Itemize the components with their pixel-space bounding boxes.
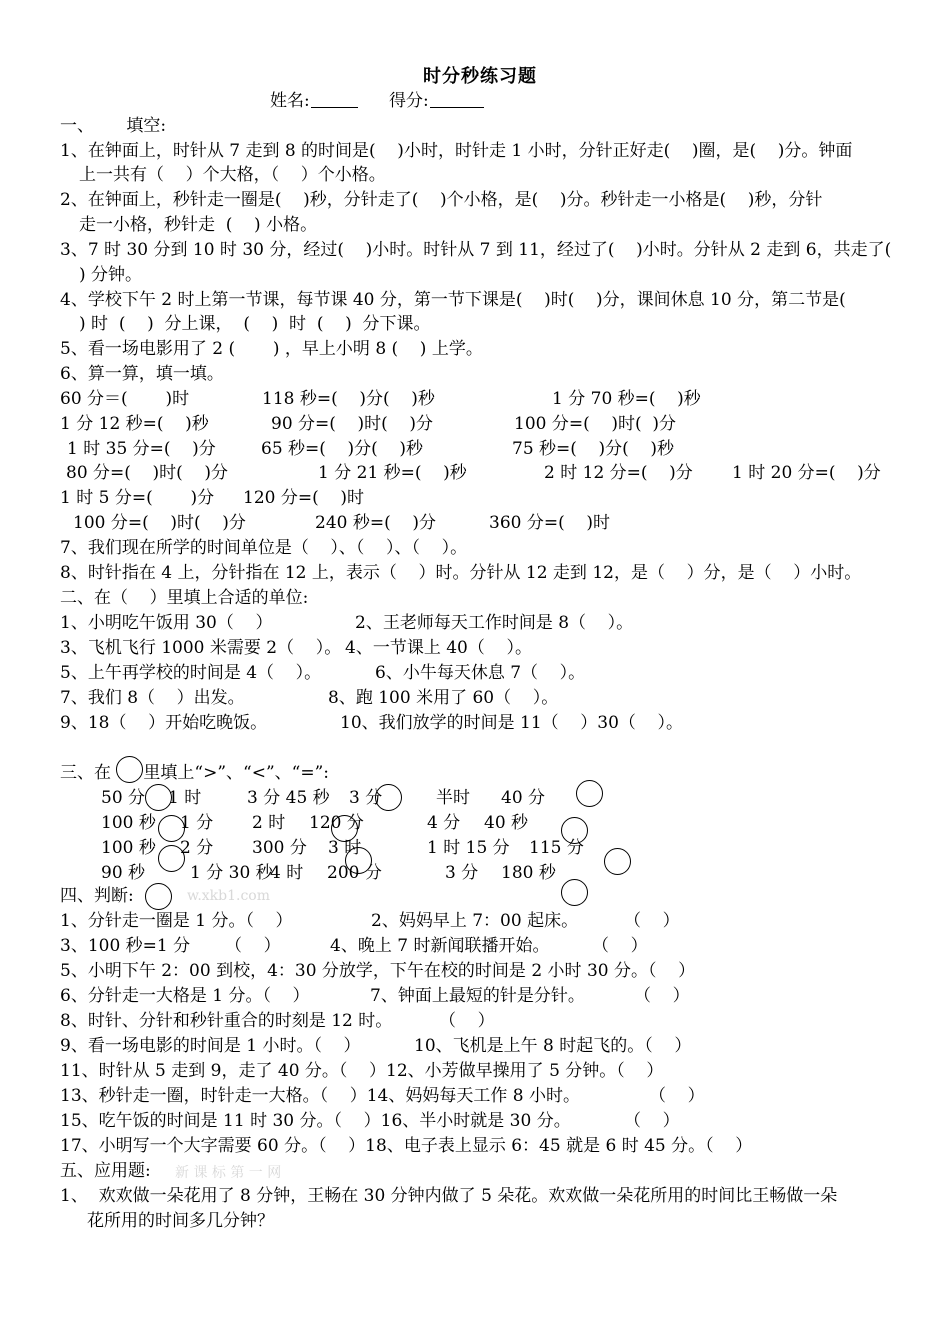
q7: 7、我们现在所学的时间单位是（ ）、（ ）、（ ）。: [60, 538, 468, 558]
compare-term: 100 秒: [101, 813, 156, 833]
calc-item: 360 分=( )时: [489, 513, 610, 533]
section-3-heading: 三、在 里填上“>”、“<”、“=”:: [60, 763, 330, 783]
compare-term: 115 分: [529, 838, 584, 858]
calc-item: 1 分 70 秒=( )秒: [552, 389, 701, 409]
calc-item: 90 分=( )时( )分: [271, 414, 434, 434]
compare-term: 3 分: [349, 788, 383, 808]
q5: 5、看一场电影用了 2 ( ) ，早上小明 8 ( ) 上学。: [60, 339, 483, 359]
calc-item: 118 秒=( )分( )秒: [262, 389, 435, 409]
compare-term: 200 分: [327, 863, 382, 883]
compare-term: 120 分: [309, 813, 364, 833]
page-title: 时分秒练习题: [423, 66, 537, 87]
judge-item: （ ）: [439, 1011, 495, 1031]
compare-term: 3 分 45 秒: [247, 788, 330, 808]
calc-item: 60 分＝( )时: [60, 389, 190, 409]
compare-term: 1 时 15 分: [427, 838, 510, 858]
compare-term: 2 时: [252, 813, 286, 833]
compare-term: 3 分: [445, 863, 479, 883]
judge-item: 9、看一场电影的时间是 1 小时。（ ）: [60, 1036, 361, 1056]
name-label: 姓名:: [270, 91, 310, 111]
compare-term: 4 时: [270, 863, 304, 883]
compare-circle[interactable]: [375, 784, 402, 811]
compare-circle[interactable]: [576, 780, 603, 807]
q2-line2: 走一小格，秒针走 ( ) 小格。: [79, 215, 318, 235]
judge-item: （ ）: [225, 936, 281, 956]
unit-item: 8、跑 100 米用了 60（ ）。: [328, 688, 559, 708]
compare-term: 半时: [436, 788, 470, 808]
q4-line2: ) 时 ( ) 分上课， ( ) 时 ( ) 分下课。: [79, 314, 431, 334]
judge-item: 8、时针、分针和秒针重合的时刻是 12 时。: [60, 1011, 393, 1031]
compare-circle[interactable]: [331, 815, 358, 842]
compare-term: 180 秒: [501, 863, 556, 883]
judge-item: 2、妈妈早上 7：00 起床。: [371, 911, 579, 931]
word-problem-1-line1: 1、 欢欢做一朵花用了 8 分钟，王畅在 30 分钟内做了 5 朵花。欢欢做一朵花所用的时间比王畅做一朵: [60, 1186, 838, 1206]
judge-item: （ ）: [634, 986, 690, 1006]
judge-item: 17、小明写一个大字需要 60 分。（ ）18、电子表上显示 6：45 就是 6 时 45 分。（ ）: [60, 1136, 753, 1156]
q3-line2: ) 分钟。: [79, 265, 143, 285]
compare-term: 100 秒: [101, 838, 156, 858]
score-blank[interactable]: [430, 89, 484, 108]
judge-item: （ ）: [649, 1086, 705, 1106]
compare-term: 4 分: [427, 813, 461, 833]
judge-item: 3、100 秒=1 分: [60, 936, 191, 956]
compare-circle[interactable]: [561, 817, 588, 844]
unit-item: 7、我们 8（ ）出发。: [60, 688, 245, 708]
unit-item: 3、飞机飞行 1000 米需要 2（ ）。: [60, 638, 342, 658]
compare-circle[interactable]: [158, 845, 185, 872]
judge-item: 1、分针走一圈是 1 分。（ ）: [60, 911, 293, 931]
judge-item: 13、秒针走一圈，时针走一大格。（ ）14、妈妈每天工作 8 小时。: [60, 1086, 581, 1106]
calc-item: 1 时 35 分=( )分: [67, 439, 216, 459]
calc-item: 1 时 5 分=( )分: [60, 488, 215, 508]
calc-item: 100 分=( )时( )分: [514, 414, 677, 434]
q2-line1: 2、在钟面上，秒针走一圈是( )秒，分针走了( )个小格，是( )分。秒针走一小格是( )秒，分针: [60, 190, 823, 210]
judge-item: 10、飞机是上午 8 时起飞的。（ ）: [414, 1036, 692, 1056]
compare-circle[interactable]: [116, 756, 143, 783]
calc-item: 75 秒=( )分( )秒: [512, 439, 675, 459]
section-5-heading: 五、应用题:: [60, 1161, 151, 1181]
compare-term: 300 分: [252, 838, 307, 858]
calc-item: 65 秒=( )分( )秒: [261, 439, 424, 459]
judge-item: 7、钟面上最短的针是分针。: [370, 986, 585, 1006]
q6: 6、算一算，填一填。: [60, 364, 224, 384]
compare-circle[interactable]: [158, 815, 185, 842]
compare-term: 2 分: [180, 838, 214, 858]
section-2-heading: 二、在（ ）里填上合适的单位:: [60, 588, 309, 608]
compare-circle[interactable]: [145, 784, 172, 811]
unit-item: 4、一节课上 40（ ）。: [345, 638, 532, 658]
q3-line1: 3、7 时 30 分到 10 时 30 分，经过( )小时。时针从 7 到 11，经过了( )小时。分针从 2 走到 6，共走了(: [60, 240, 892, 260]
compare-term: 40 秒: [484, 813, 529, 833]
name-blank[interactable]: [311, 89, 358, 108]
unit-item: 6、小牛每天休息 7（ ）。: [375, 663, 586, 683]
unit-item: 9、18（ ）开始吃晚饭。: [60, 713, 268, 733]
watermark: w.xkb1.com: [187, 888, 271, 904]
unit-item: 2、王老师每天工作时间是 8（ ）。: [355, 613, 634, 633]
compare-circle[interactable]: [604, 848, 631, 875]
calc-item: 120 分=( )时: [243, 488, 364, 508]
q1-line1: 1、在钟面上，时针从 7 走到 8 的时间是( )小时，时针走 1 小时，分针正好走( )圈，是( )分。钟面: [60, 141, 853, 161]
compare-term: 3 时: [328, 838, 362, 858]
compare-circle[interactable]: [561, 879, 588, 906]
calc-item: 240 秒=( )分: [315, 513, 436, 533]
judge-item: 6、分针走一大格是 1 分。（ ）: [60, 986, 310, 1006]
judge-item: （ ）: [624, 911, 680, 931]
calc-item: 80 分=( )时( )分: [66, 463, 229, 483]
compare-term: 1 分: [180, 813, 214, 833]
calc-item: 100 分=( )时( )分: [73, 513, 246, 533]
calc-item: 1 分 12 秒=( )秒: [60, 414, 209, 434]
compare-circle[interactable]: [345, 847, 372, 874]
compare-term: 1 分 30 秒: [190, 863, 273, 883]
section-1-heading: 一、 填空:: [60, 116, 167, 136]
q4-line1: 4、学校下午 2 时上第一节课，每节课 40 分，第一节下课是( )时( )分，课间休息 10 分，第二节是(: [60, 290, 846, 310]
unit-item: 10、我们放学的时间是 11（ ）30（ ）。: [340, 713, 684, 733]
compare-term: 90 秒: [101, 863, 146, 883]
word-problem-1-line2: 花所用的时间多几分钟？: [87, 1211, 274, 1231]
compare-term: 50 分: [101, 788, 146, 808]
calc-item: 1 时 20 分=( )分: [732, 463, 881, 483]
section-4-heading: 四、判断:: [60, 886, 134, 906]
compare-term: 40 分: [501, 788, 546, 808]
unit-item: 5、上午再学校的时间是 4（ ）。: [60, 663, 322, 683]
compare-circle[interactable]: [145, 883, 172, 910]
q8: 8、时针指在 4 上，分针指在 12 上，表示（ ）时。分针从 12 走到 12，是（ ）分，是（ ）小时。: [60, 563, 862, 583]
calc-item: 2 时 12 分=( )分: [544, 463, 693, 483]
judge-item: 4、晚上 7 时新闻联播开始。: [330, 936, 550, 956]
judge-item: 11、时针从 5 走到 9，走了 40 分。（ ）12、小芳做早操用了 5 分钟。（ ）: [60, 1061, 664, 1081]
calc-item: 1 分 21 秒=( )秒: [318, 463, 467, 483]
judge-item: （ ）: [592, 936, 648, 956]
q1-line2: 上一共有（ ）个大格，（ ）个小格。: [79, 165, 386, 185]
judge-item: （ ）: [624, 1111, 680, 1131]
unit-item: 1、小明吃午饭用 30（ ）: [60, 613, 273, 633]
score-label: 得分:: [389, 91, 429, 111]
watermark: 新 课 标 第 一 网: [175, 1165, 282, 1181]
judge-item: 5、小明下午 2：00 到校，4：30 分放学，下午在校的时间是 2 小时 30 分。（ ）: [60, 961, 696, 981]
compare-term: 1 时: [168, 788, 202, 808]
judge-item: 15、吃午饭的时间是 11 时 30 分。（ ）16、半小时就是 30 分。: [60, 1111, 571, 1131]
